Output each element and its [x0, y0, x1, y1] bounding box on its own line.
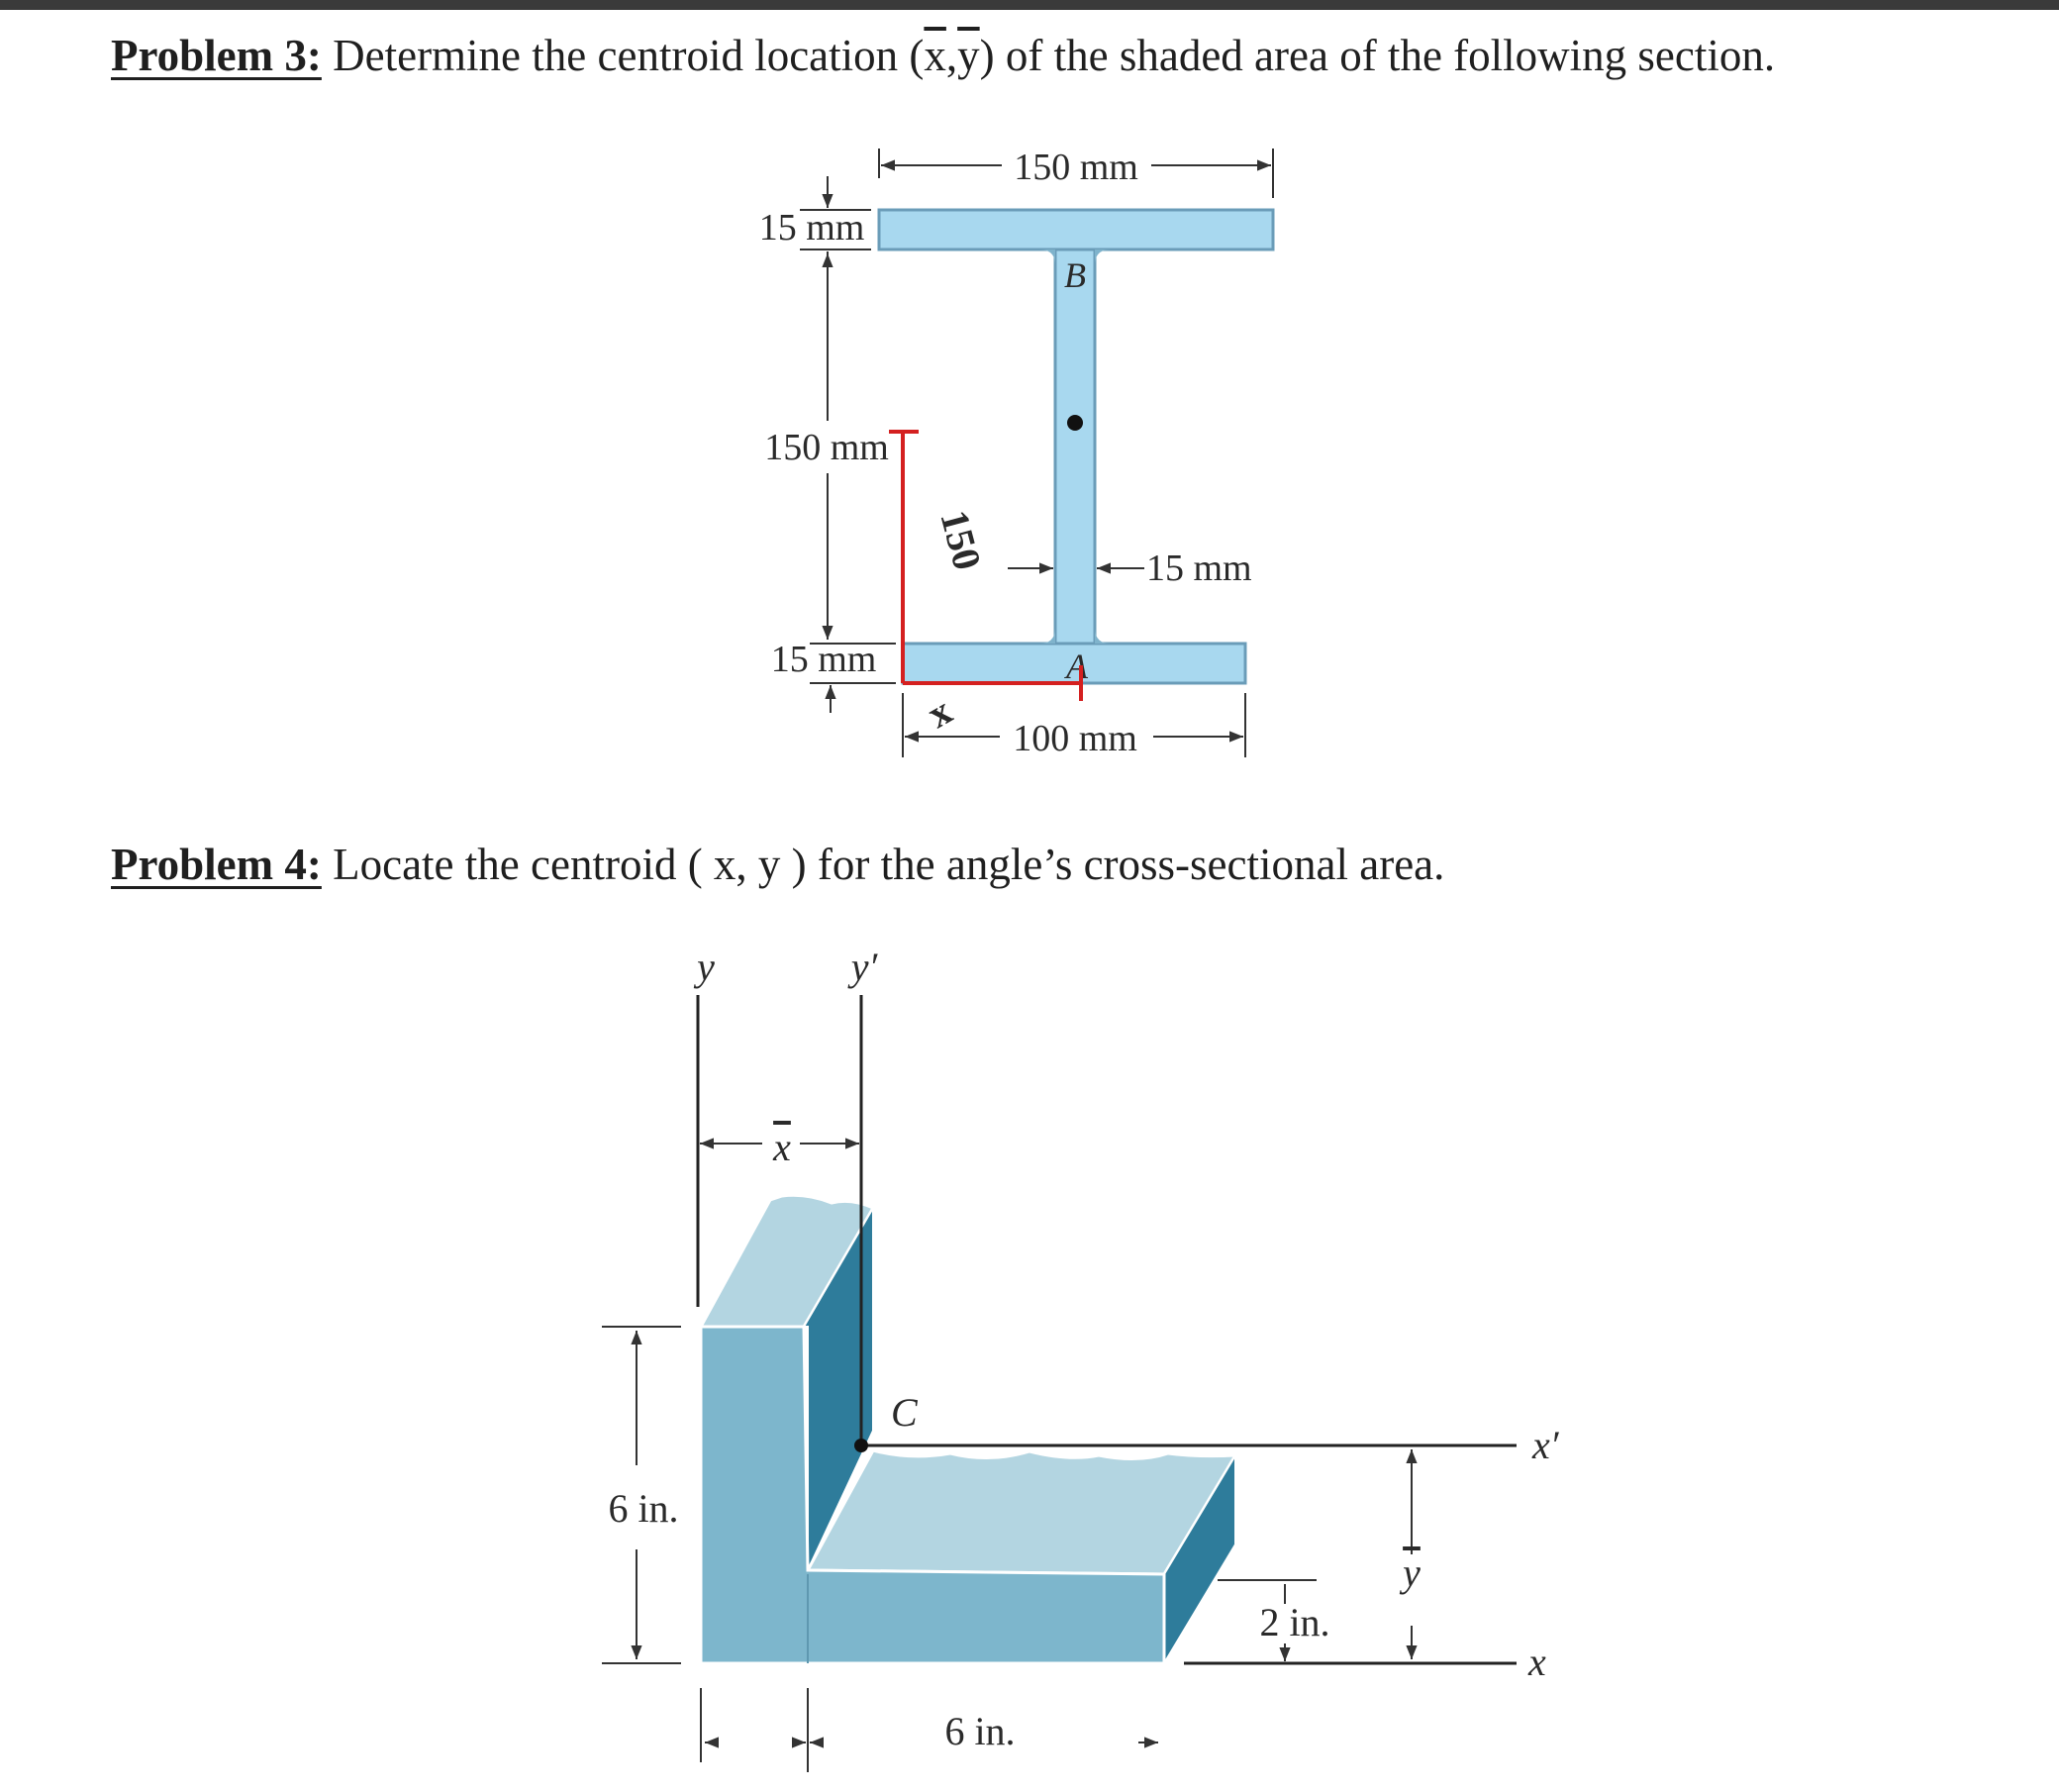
dim-bottom-flange-label: 15 mm: [770, 639, 877, 680]
xbar-label: x: [773, 1125, 791, 1169]
problem-4-text: Locate the centroid ( x, y ) for the angle’s cross-sectional area.: [321, 840, 1445, 889]
problem-4-label: Problem 4:: [111, 840, 322, 889]
axis-x-prime-label: x′: [1532, 1423, 1559, 1467]
dim-web-height-label: 150 mm: [764, 427, 889, 468]
top-flange: [879, 210, 1273, 249]
label-a: A: [1066, 647, 1088, 686]
dim-width: [701, 1688, 1158, 1772]
ybar-label: y: [1403, 1550, 1421, 1595]
annotation-x: x: [920, 687, 959, 737]
axis-y-label: y: [697, 945, 715, 989]
centroid-c-point: [854, 1439, 868, 1452]
problem-3-figure: [759, 147, 1273, 759]
dim-height-label: 6 in.: [608, 1486, 679, 1531]
centroid-dot: [1067, 415, 1083, 431]
dim-top-flange-label: 15 mm: [758, 207, 865, 249]
axis-x-label: x: [1528, 1640, 1546, 1684]
axis-y-prime-label: y′: [850, 945, 878, 989]
dim-width-label: 6 in.: [944, 1709, 1016, 1753]
problem-3-comma: ,: [945, 31, 958, 80]
problem-3-text-after: ) of the shaded area of the following section.: [979, 31, 1776, 80]
label-b: B: [1064, 255, 1086, 295]
dim-thickness-label: 2 in.: [1259, 1600, 1330, 1644]
problem-3-text-before: Determine the centroid location (: [321, 31, 925, 80]
annotation-150: 150: [931, 505, 991, 575]
dim-bottom-width-label: 100 mm: [1013, 718, 1137, 759]
dim-web-thickness-label: 15 mm: [1146, 548, 1252, 589]
web: [1055, 249, 1095, 644]
point-c-label: C: [891, 1390, 918, 1435]
problem-3-xbar: $\overline{x}$: [924, 31, 946, 80]
problem-3-label: Problem 3:: [111, 31, 322, 80]
horizontal-leg-top-face: [808, 1450, 1235, 1574]
dim-top-width-label: 150 mm: [1014, 147, 1138, 188]
angle-section: [701, 1195, 1235, 1663]
problem-4-figure: [602, 945, 1560, 1772]
problem-3-ybar: $\overline{y}$: [957, 31, 980, 80]
